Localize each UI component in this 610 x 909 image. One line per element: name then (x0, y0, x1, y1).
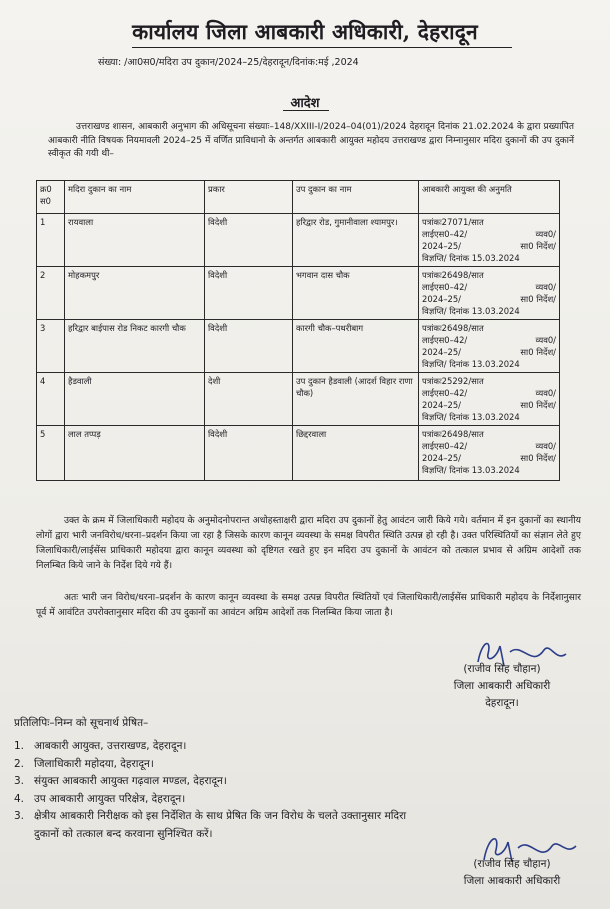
copy-to-number: 3. (14, 775, 25, 787)
signatory-name: (राजीव सिंह चौहान) (463, 663, 541, 675)
permit-year-line (422, 399, 556, 411)
permit-ref-right: व्यव0/ (535, 388, 556, 398)
cell-sub-shop: हरिद्वार रोड, गुमानीवाला श्यामपुर। (293, 214, 419, 267)
permit-ref-right: व्यव0/ (535, 229, 556, 239)
permit-ref-line (422, 281, 556, 293)
permit-date: विज्ञप्ति/ दिनांक 13.03.2024 (422, 359, 520, 369)
cell-permission (419, 214, 560, 267)
header-serial: क्र0 स0 (37, 181, 65, 214)
permit-number: पत्रांकः27071/सात (422, 217, 484, 227)
copy-to-text: जिलाधिकारी महोदया, देहरादून। (34, 757, 154, 770)
copy-to-text: उप आबकारी आयुक्त परिक्षेत्र, देहरादून। (34, 792, 186, 805)
table-row (37, 214, 560, 267)
cell-shop-name: हरिद्वार बाईपास रोड निकट कारगी चौक (65, 320, 205, 373)
permit-ref: लाईएस0–42/ (422, 335, 468, 345)
cell-serial: 1 (37, 214, 65, 267)
permit-ref-right: व्यव0/ (535, 282, 556, 292)
cell-shop-name: रायवाला (65, 214, 205, 267)
permit-year-right: सा0 निर्देश/ (520, 453, 556, 463)
signature-block-2 (452, 856, 572, 890)
copy-to-text: आबकारी आयुक्त, उत्तराखण्ड, देहरादून। (34, 740, 187, 752)
copy-to-item (14, 773, 406, 791)
cell-permission (419, 426, 560, 481)
permit-ref-right: व्यव0/ (535, 335, 556, 345)
permit-ref: लाईएस0–42/ (422, 229, 468, 239)
title-underline (132, 47, 512, 48)
body-paragraph-3: अतः भारी जन विरोध/धरना–प्रदर्शन के कारण कानून व्यवस्था के समक्ष उत्पन्न विपरीत स्थितियों एवं जिलाधिकारी/लाईसेंस प्राधिकारी महोदय के निर्देशानुसार पूर्व में आवंटित उपरोक्तानुसार मदिरा की उप दुकानों का आवंटन अग्रिम आदेशों तक निलम्बित किया जाता है। (36, 592, 581, 618)
permit-date: विज्ञप्ति/ दिनांक 15.03.2024 (422, 253, 520, 263)
permit-year-line (422, 346, 556, 358)
cell-sub-shop: भगवान दास चौक (293, 267, 419, 320)
header-permission: आबकारी आयुक्त की अनुमति (419, 181, 560, 214)
copy-to-number: 1. (14, 740, 25, 752)
permit-year-line (422, 293, 556, 305)
cell-serial: 4 (37, 373, 65, 426)
permit-number: पत्रांकः26498/सात (422, 323, 484, 333)
cell-permission (419, 373, 560, 426)
header-sub-shop: उप दुकान का नाम (293, 181, 419, 214)
cell-sub-shop: छिद्दरवाला (293, 426, 419, 481)
copy-to-item (14, 756, 406, 774)
copy-to-text: दुकानों को तत्काल बन्द करवाना सुनिश्चित करें। (34, 827, 213, 840)
permit-year-line (422, 452, 556, 464)
permit-number: पत्रांकः25292/सात (422, 376, 484, 386)
permit-date: विज्ञप्ति/ दिनांक 13.03.2024 (422, 412, 520, 422)
signatory-place: देहरादून। (485, 697, 519, 709)
signatory-designation: जिला आबकारी अधिकारी (453, 680, 551, 692)
permit-year-right: सा0 निर्देश/ (520, 347, 556, 357)
copy-to-item (14, 738, 406, 756)
permit-year-right: सा0 निर्देश/ (520, 241, 556, 251)
permit-number: पत्रांकः26498/सात (422, 270, 484, 280)
permit-year-line (422, 240, 556, 252)
permit-year: 2024–25/ (422, 453, 461, 463)
cell-type: विदेशी (205, 320, 293, 373)
table-row (37, 373, 560, 426)
cell-sub-shop: कारगी चौक–पथरीबाग (293, 320, 419, 373)
cell-permission (419, 267, 560, 320)
permit-date: विज्ञप्ति/ दिनांक 13.03.2024 (422, 465, 520, 475)
body-paragraph-2: उक्त के क्रम में जिलाधिकारी महोदय के अनुमोदनोपरान्त अधोहस्ताक्षरी द्वारा मदिरा उप दुकानों हेतु आवंटन जारी किये गये। वर्तमान में इन दुकानों का स्थानीय लोगों द्वारा भारी जनविरोध/धरना–प्रदर्शन किया जा रहा है जिसके कारण कानून व्यवस्था के समक्ष विपरीत स्थिति उत्पन्न हो रही है। उक्त परिस्थितियों का संज्ञान लेते हुए जिलाधिकारी/लाईसेंस प्राधिकारी महोदया द्वारा कानून व्यवस्था को दृष्टिगत रखते हुए इन मदिरा उप दुकानों के आवंटन को तत्काल प्रभाव से अग्रिम आदेशों तक निलम्बित किये जाने के निर्देश दिये गये हैं। (36, 515, 581, 571)
permit-ref-line (422, 387, 556, 399)
cell-permission (419, 320, 560, 373)
permit-year: 2024–25/ (422, 347, 461, 357)
signatory-designation-2: जिला आबकारी अधिकारी (463, 875, 561, 887)
office-title: कार्यालय जिला आबकारी अधिकारी, देहरादून (132, 19, 478, 44)
intro-paragraph: उत्तराखण्ड शासन, आबकारी अनुभाग की अधिसूचना संख्याः–148/XXIII-I/2024–04(01)/2024 देहरादून दिनांक 21.02.2024 के द्वारा प्रख्यापित आबकारी नीति विषयक नियमावली 2024–25 में वर्णित प्राविधानो के अन्तर्गत आबकारी आयुक्त महोदय उत्तराखण्ड द्वारा निम्नानुसार मदिरा दुकानों की उप दुकानें स्वीकृत की गयी थी– (48, 122, 574, 159)
cell-type: देशी (205, 373, 293, 426)
permit-year: 2024–25/ (422, 400, 461, 410)
copy-to-text: क्षेत्रीय आबकारी निरीक्षक को इस निर्देशित के साथ प्रेषित कि जन विरोध के चलते उक्तानुसार मदिरा (34, 810, 407, 822)
copy-to-heading: प्रतिलिपिः–निम्न को सूचनार्थ प्रेषित– (14, 717, 149, 729)
table-row (37, 320, 560, 373)
permit-ref-line (422, 228, 556, 240)
cell-serial: 5 (37, 426, 65, 481)
header-type: प्रकार (205, 181, 293, 214)
permit-year-right: सा0 निर्देश/ (520, 400, 556, 410)
permit-ref: लाईएस0–42/ (422, 388, 468, 398)
cell-sub-shop: उप दुकान हैडवाली (आदर्श विहार राणा चौक) (293, 373, 419, 426)
permit-ref: लाईएस0–42/ (422, 282, 468, 292)
permit-ref: लाईएस0–42/ (422, 441, 468, 451)
permit-ref-line (422, 334, 556, 346)
order-heading: आदेश (290, 96, 320, 111)
copy-to-number: 4. (14, 792, 25, 805)
cell-shop-name: हैडवाली (65, 373, 205, 426)
cell-type: विदेशी (205, 214, 293, 267)
cell-shop-name: मोहकमपुर (65, 267, 205, 320)
cell-serial: 3 (37, 320, 65, 373)
permit-year-right: सा0 निर्देश/ (520, 294, 556, 304)
permit-date: विज्ञप्ति/ दिनांक 13.03.2024 (422, 306, 520, 316)
copy-to-list (14, 738, 406, 843)
header-shop-name: मदिरा दुकान का नाम (65, 181, 205, 214)
cell-type: विदेशी (205, 267, 293, 320)
copy-to-number: 3. (14, 810, 25, 822)
cell-serial: 2 (37, 267, 65, 320)
table-row (37, 426, 560, 481)
copy-to-item (14, 808, 406, 826)
copy-to-item (14, 826, 406, 844)
cell-shop-name: लाल तप्पड़ (65, 426, 205, 481)
reference-line: संख्या: /आ0स0/मदिरा उप दुकान/2024–25/देहरादून/दिनांक:मई ,2024 (98, 57, 359, 68)
table-row (37, 267, 560, 320)
copy-to-item (14, 791, 406, 809)
copy-to-text: संयुक्त आबकारी आयुक्त गढ़वाल मण्डल, देहरादून। (34, 775, 227, 787)
copy-to-number: 2. (14, 757, 25, 770)
permit-ref-line (422, 440, 556, 452)
order-heading-underline (283, 110, 329, 111)
sub-shop-table (36, 180, 560, 481)
signature-block (432, 661, 572, 712)
cell-type: विदेशी (205, 426, 293, 481)
table-header-row (37, 181, 560, 214)
permit-number: पत्रांकः26498/सात (422, 429, 484, 439)
permit-year: 2024–25/ (422, 294, 461, 304)
signatory-name-2: (राजीव सिंह चौहान) (473, 858, 551, 870)
permit-year: 2024–25/ (422, 241, 461, 251)
permit-ref-right: व्यव0/ (535, 441, 556, 451)
